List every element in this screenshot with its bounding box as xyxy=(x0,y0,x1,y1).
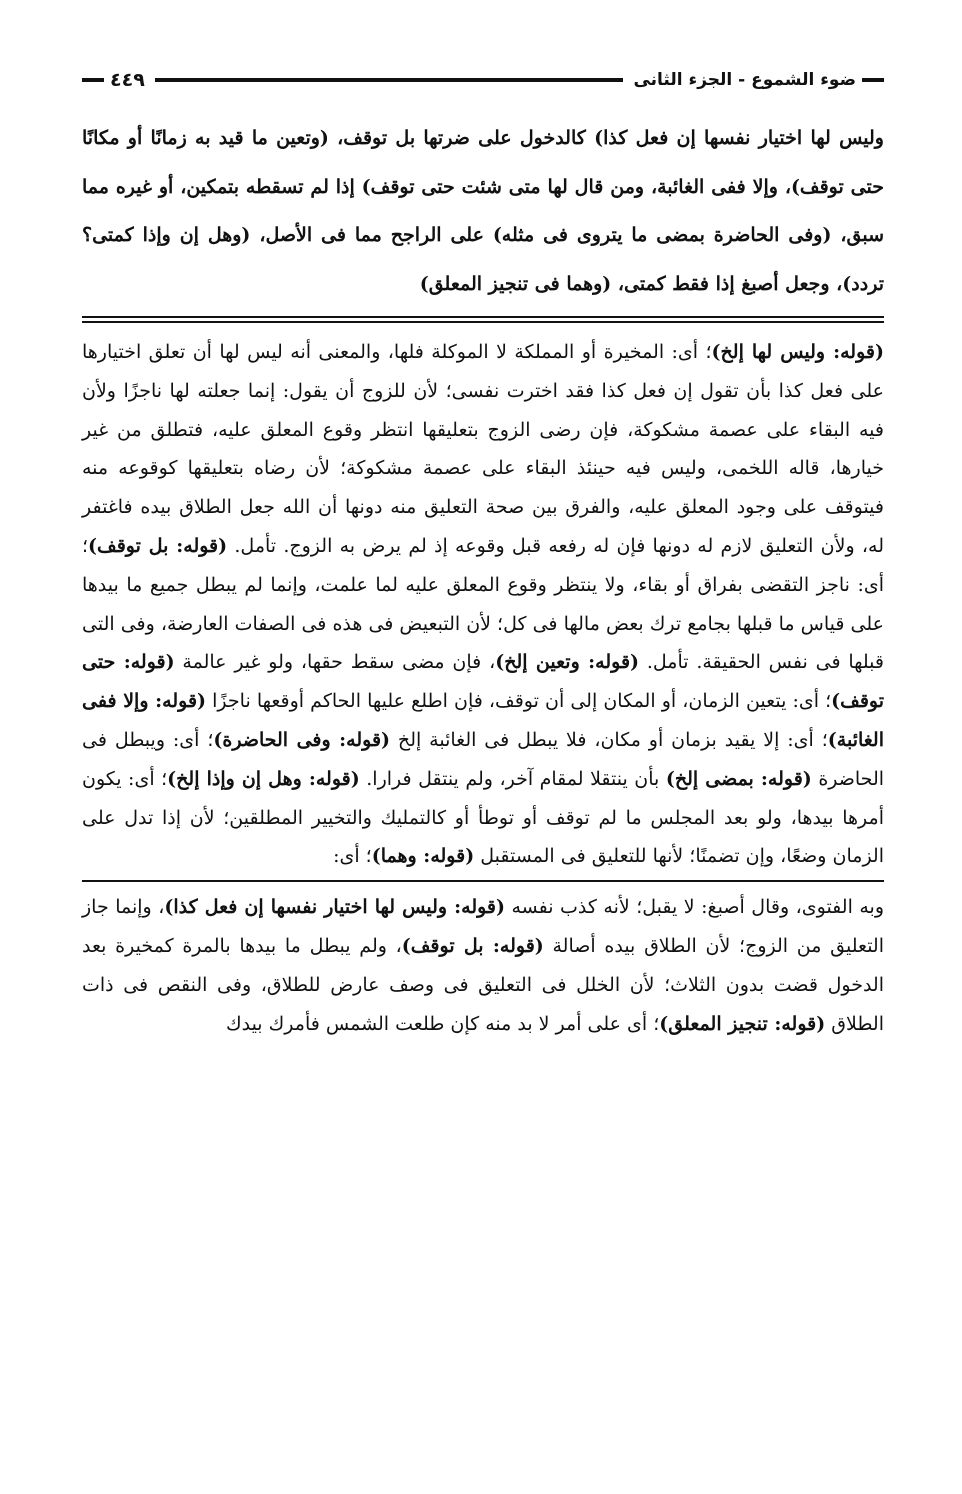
header-dash-right xyxy=(862,78,884,82)
hashiya-segment: (قوله: بل توقف) xyxy=(401,935,544,958)
hashiya-segment: وبه الفتوى، وقال أصبغ: لا يقبل؛ لأنه كذب نفسه xyxy=(505,896,884,919)
matn-segment: وليس لها اختيار نفسها إن فعل كذا) كالدخول على ضرتها بل توقف، (وتعين ما قيد به زمانًا أو مكانًا حتى توقف)، وإلا ففى الغائبة، ومن قال لها متى شئت حتى توقف) إذا لم تسقطه بتمكين، أو غيره مما سبق، (وفى الحاضرة بمضى ما يتروى فى مثله) على الراجح مما فى الأصل، (وهل إن وإذا كمتى؟ تردد)، وجعل أصبغ إذا فقط كمتى، (وهما فى تنجيز المعلق) xyxy=(82,127,884,295)
gloss-text xyxy=(82,888,884,1044)
sharh-segment: (قوله: وهل إن وإذا إلخ) xyxy=(167,767,360,790)
sharh-segment: ؛ أى: يكون أمرها بيدها، ولو بعد المجلس ما لم توقف أو توطأ أو كالتمليك والتخيير المطلقين؛ لأن إذا تدل على الزمان وضعًا، وإن تضمنًا؛ لأنها للتعليق فى المستقبل xyxy=(82,767,884,868)
double-divider xyxy=(82,316,884,323)
footnote-divider xyxy=(82,880,884,882)
sharh-segment: (قوله: حتى توقف) xyxy=(82,651,884,713)
header-dash-left xyxy=(82,78,104,82)
hashiya-segment: ، ولم يبطل ما بيدها بالمرة كمخيرة بعد الدخول قضت بدون الثلاث؛ لأن الخلل فى التعليق فى وصف عارض للطلاق، وفى النقص فى ذات الطلاق xyxy=(82,935,884,1036)
sharh-segment: (قوله: وإلا ففى الغائبة) xyxy=(82,690,885,751)
hashiya-segment: (قوله: وليس لها اختيار نفسها إن فعل كذا) xyxy=(164,896,505,919)
sharh-segment: ؛ أى: xyxy=(333,845,372,868)
running-header xyxy=(82,60,884,100)
sharh-segment: (قوله: بل توقف) xyxy=(88,534,228,557)
hashiya-segment: ؛ أى على أمر لا بد منه كإن طلعت الشمس فأمرك بيدك xyxy=(225,1013,660,1036)
sharh-segment: (قوله: وهما) xyxy=(371,845,475,868)
sharh-segment: (قوله: وليس لها إلخ) xyxy=(711,341,884,363)
commentary-text xyxy=(82,333,884,876)
hashiya-segment: (قوله: تنجيز المعلق) xyxy=(659,1013,826,1036)
sharh-segment: ؛ أى: يتعين الزمان، أو المكان إلى أن توقف، فإن اطلع عليها الحاكم أوقعها ناجزًا xyxy=(206,690,832,713)
running-title: ضوء الشموع - الجزء الثانى xyxy=(633,70,856,90)
sharh-segment: (قوله: بمضى إلخ) xyxy=(665,767,812,790)
book-page xyxy=(82,60,884,1044)
sharh-segment: (قوله: وتعين إلخ) xyxy=(495,651,640,674)
sharh-segment: ؛ أى: ويبطل فى الحاضرة xyxy=(82,728,885,790)
main-text xyxy=(82,114,884,308)
sharh-segment: بأن ينتقلا لمقام آخر، ولم ينتقل فرارا. xyxy=(359,767,666,790)
sharh-segment: ؛ أى: إلا يقيد بزمان أو مكان، فلا يبطل فى الغائبة إلخ xyxy=(390,728,828,751)
page-number: ٤٤٩ xyxy=(110,69,145,91)
sharh-segment: (قوله: وفى الحاضرة) xyxy=(213,728,391,751)
sharh-segment: ؛ أى: المخيرة أو المملكة لا الموكلة فلها، والمعنى أنه ليس لها أن تعلق اختيارها على فعل كذا بأن تقول إن فعل كذا فقد اخترت نفسى؛ لأن للزوج أن يقول: إنما جعلته لها ناجزًا ولأن فيه البقاء على عصمة مشكوكة، فإن رضى الزوج بتعليقها انتظر وقوع المعلق عليه، فتطلق من غير خيارها، قاله اللخمى، وليس فيه حينئذ البقاء على عصمة مشكوكة؛ لأن رضاه بتعليقها كوقوعه منه فيتوقف على وجود المعلق عليه، والفرق بين صحة التعليق منه دونها أن الله جعل الطلاق بيده فاغتفر له، ولأن التعليق لازم له دونها فإن له رفعه قبل وقوعه إذ لم يرض به الزوج. تأمل. xyxy=(82,341,884,557)
hashiya-segment: ، وإنما جاز التعليق من الزوج؛ لأن الطلاق بيده أصالة xyxy=(82,896,884,958)
sharh-segment: ؛ أى: ناجز التقضى بفراق أو بقاء، ولا ينتظر وقوع المعلق عليه لما علمت، وإنما لم يبطل جميع ما بيدها على قياس ما قبلها بجامع ترك بعض مالها فى كل؛ لأن التبعيض فى هذه فى الصفات العارضة، وفى التى قبلها فى نفس الحقيقة. تأمل. xyxy=(82,534,884,674)
header-rule xyxy=(155,78,624,82)
sharh-segment: ، فإن مضى سقط حقها، ولو غير عالمة xyxy=(174,651,496,674)
